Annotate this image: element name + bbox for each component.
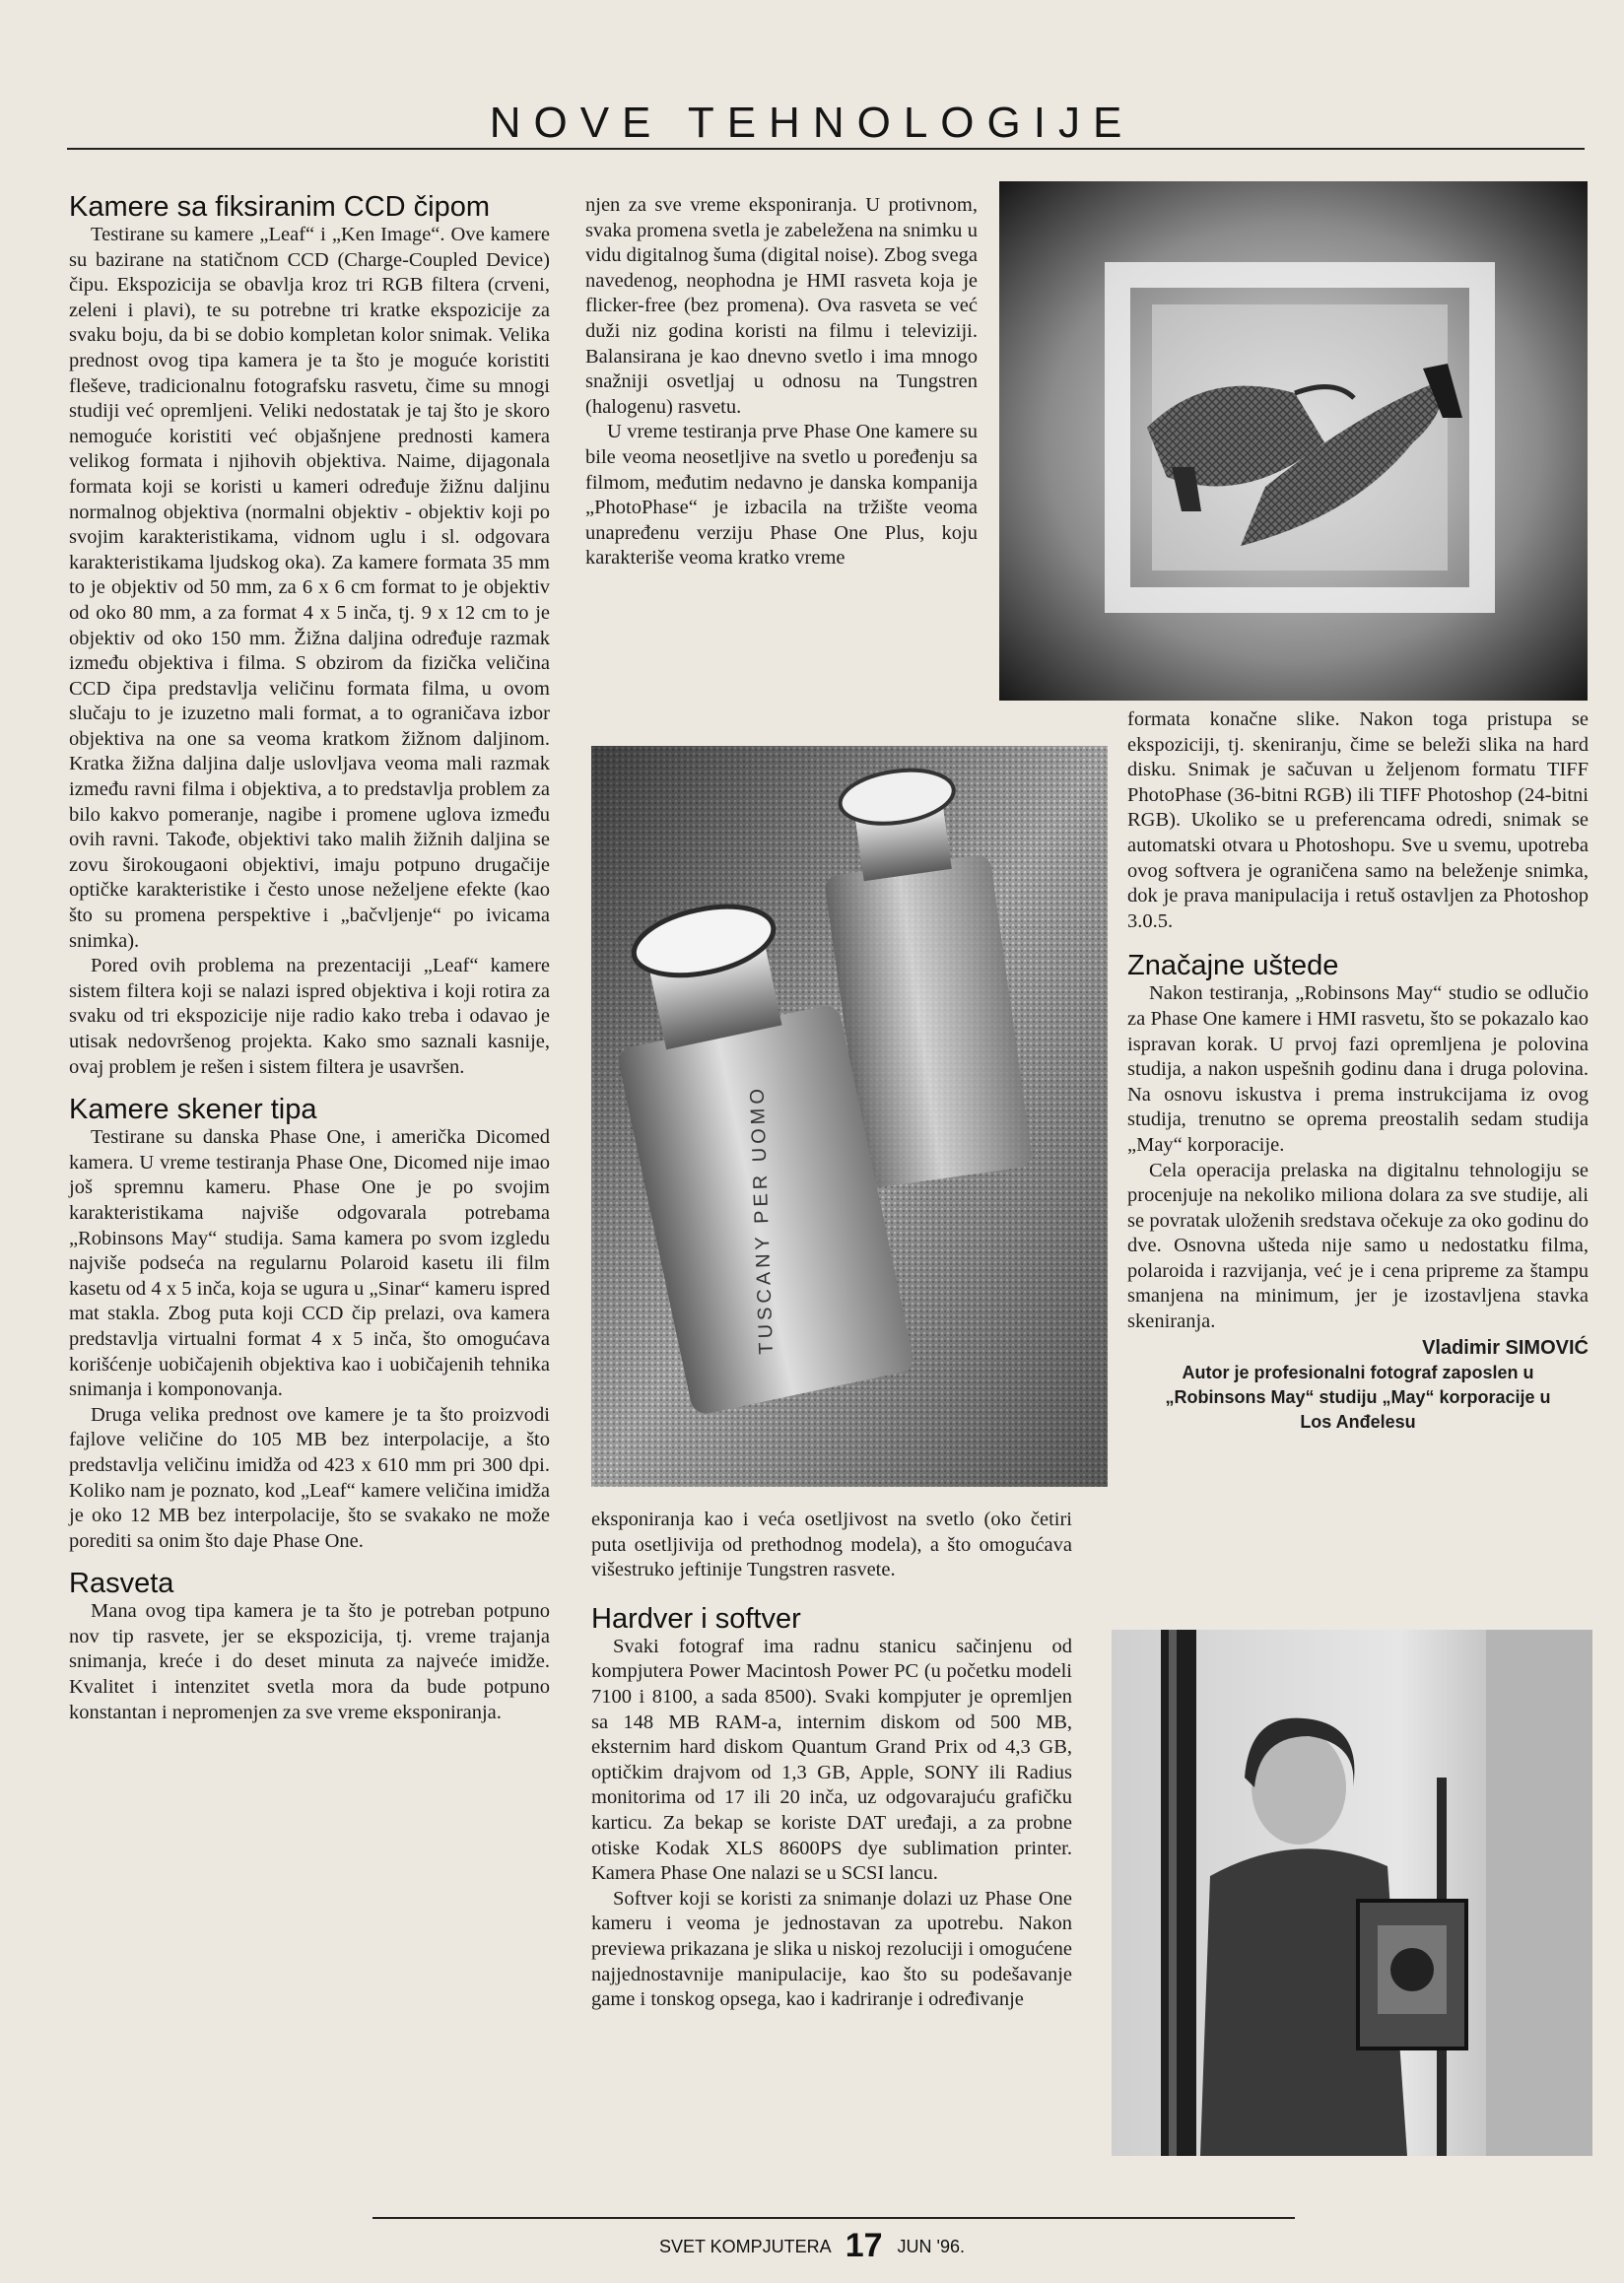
column-3 xyxy=(1127,707,1589,1435)
section-heading-hardware: Hardver i softver xyxy=(591,1602,801,1635)
header-rule xyxy=(67,148,1585,150)
footer-page-number: 17 xyxy=(845,2227,883,2264)
author-bio: Autor je profesionalni fotograf zaposlen u „Robinsons May“ studiju „May“ korporacije u Los Anđelesu xyxy=(1165,1362,1551,1432)
page-header-title: NOVE TEHNOLOGIJE xyxy=(489,99,1135,147)
page-footer xyxy=(0,2227,1624,2265)
section-heading-scanner: Kamere skener tipa xyxy=(69,1094,317,1126)
footer-magazine: SVET KOMPJUTERA xyxy=(658,2237,831,2256)
section-heading-lighting: Rasveta xyxy=(69,1568,174,1600)
author-signature: Vladimir SIMOVIĆ xyxy=(1422,1336,1589,1359)
paragraph: Cela operacija prelaska na digitalnu tehnologiju se procenjuje na nekoliko miliona dolara za sve studije, ali se povratak uloženih sredstava očekuje za oko godinu do dve. Osnovna ušteda nije samo u nedostatku filma, polaroida i razvijanja, već je i cena pripreme za štampu smanjena na minimum, jer je izostavljena stavka skeniranja. xyxy=(1127,1159,1589,1333)
footer-date: JUN '96. xyxy=(897,2237,966,2256)
author-portrait-photo xyxy=(1112,1630,1592,2156)
paragraph: Svaki fotograf ima radnu stanicu sačinjenu od kompjutera Power Macintosh Power PC (u početku modeli 7100 i 8100, a sada 8500). Svaki kompjuter je opremljen sa 148 MB RAM-a, internim diskom od 500 MB, eksternim hard diskom Quantum Grand Prix od 4,3 GB, optičkim drajvom od 1,3 GB, Apple, SONY ili Radius monitorima od 17 ili 20 inča, uz odgovarajuću grafičku karticu. Za bekap se koriste DAT uređaji, a za probne otiske Kodak XLS 8600PS dye sublimation printer. Kamera Phase One nalazi se u SCSI lancu. xyxy=(591,1635,1072,1885)
paragraph: Testirane su danska Phase One, i američka Dicomed kamera. U vreme testiranja Phase One, Dicomed nije imao još spremnu kameru. Phase One je po svojim karakteristikama najviše odgovarala potrebama „Robinsons May“ studija. Sama kamera po svom izgledu najviše podseća na regularnu Polaroid kasetu ili film kasetu od 4 x 5 inča, koja se ugura u „Sinar“ kameru ispred mat stakla. Zbog puta koji CCD čip prelazi, ova kamera predstavlja virtualni format 4 x 5 inča, što omogućava korišćenje uobičajenih objektiva kao i uobičajenih tehnika snimanja i komponovanja. xyxy=(69,1126,550,1401)
section-heading-ccd: Kamere sa fiksiranim CCD čipom xyxy=(69,191,491,223)
paragraph: Testirane su kamere „Leaf“ i „Ken Image“. Ove kamere su bazirane na statičnom CCD (Charge-Coupled Device) čipu. Ekspozicija se obavlja kroz tri RGB filtera (crveni, zeleni i plavi), te su potrebne tri kratke ekspozicije za svaku boju, da bi se dobio kompletan kolor snimak. Velika prednost ovog tipa kamera je ta što je moguće koristiti fleševe, tradicionalnu fotografsku rasvetu, čime su mnogi studiji već opremljeni. Veliki nedostatak je taj što je skoro nemoguće koristiti već objašnjene prednosti kamera velikog formata i njihovih objektiva. Naime, dijagonala formata koji se koristi u kameri određuje žižnu daljinu normalnog objektiva (normalni objektiv - objektiv koji po svojim karakteristikama, vidnom uglu i sl. odgovara karakteristikama ljudskog oka). Za kamere formata 35 mm to je objektiv od 50 mm, za 6 x 6 cm format to je objektiv od oko 80 mm, a za format 4 x 5 inča, tj. 9 x 12 cm to je objektiv od oko 150 mm. Žižna daljina određuje razmak između objektiva i filma. S obzirom da fizička veličina CCD čipa predstavlja veličinu formata filma, u ovom slučaju to je izuzetno mali format, a to ograničava izbor objektiva na one sa veoma kratkom žižnom daljinom. Kratka žižna daljina dalje uslovljava veoma mali razmak između ravni filma i objektiva, a to predstavlja problem za bilo kakvo pomeranje, nagibe i promene uglova između ovih ravni. Takođe, objektivi tako malih žižnih daljina se zovu širokougaoni objektivi, imaju potpuno drugačije optičke karakteristike i često unose neželjene efekte (kao što su promena perspektive i „bačvljenje“ po ivicama snimka). xyxy=(69,224,550,952)
paragraph: Softver koji se koristi za snimanje dolazi uz Phase One kameru i veoma je jednostavan za upotrebu. Nakon previewa prikazana je slika u niskoj rezoluciji i omogućene najjednostavnije manipulacije, kao što su podešavanje game i tonskog opsega, kao i kadriranje i određivanje xyxy=(591,1887,1072,2011)
paragraph: Nakon testiranja, „Robinsons May“ studio se odlučio za Phase One kamere i HMI rasvetu, što se pokazalo kao ispravan korak. U prvoj fazi opremljena je polovina studija, a nakon uspešnih godinu dana i druga polovina. Na osnovu iskustva i prema instrukcijama iz ovog studija, trenutno se oprema preostalih sedam studija „May“ korporacije. xyxy=(1127,982,1589,1156)
paragraph: njen za sve vreme eksponiranja. U protivnom, svaka promena svetla je zabeležena na snimku u vidu digitalnog šuma (digital noise). Zbog svega navedenog, neophodna je HMI rasveta koja je flicker-free (bez promena). Ova rasveta se već duži niz godina koristi na filmu i televiziji. Balansirana je kao dnevno svetlo i ima mnogo snažniji osvetljaj u odnosu na Tungstren (halogenu) rasvetu. xyxy=(585,194,978,418)
perfume-bottles-photo xyxy=(591,746,1108,1487)
shoe-photo xyxy=(999,181,1588,701)
bottle-label-text: TUSCANY PER UOMO xyxy=(746,1084,778,1355)
column-1 xyxy=(69,191,550,1725)
column-2-bottom xyxy=(591,1508,1072,2013)
paragraph: U vreme testiranja prve Phase One kamere su bile veoma neosetljive na svetlo u poređenju sa filmom, međutim nedavno je danska kompanija „PhotoPhase“ je izbacila na tržište veoma unapređenu verziju Phase One Plus, koju karakteriše veoma kratko vreme xyxy=(585,421,978,570)
paragraph: Druga velika prednost ove kamere je ta što proizvodi fajlove veličine do 105 MB bez interpolacije, a što predstavlja veličinu imidža od 423 x 610 mm pri 300 dpi. Koliko nam je poznato, kod „Leaf“ kamere veličina imidža je oko 12 MB bez interpolacije, što se svakako ne može porediti sa onim što daje Phase One. xyxy=(69,1403,550,1552)
section-heading-savings: Značajne uštede xyxy=(1127,950,1339,982)
column-2-top xyxy=(585,193,978,571)
paragraph: eksponiranja kao i veća osetljivost na svetlo (oko četiri puta osetljivija od prethodnog modela), a što omogućava višestruko jeftinije Tungstren rasvete. xyxy=(591,1509,1072,1581)
footer-rule xyxy=(372,2217,1295,2219)
paragraph: Mana ovog tipa kamera je ta što je potreban potpuno nov tip rasvete, jer se ekspozicija, tj. vreme trajanja snimanja, kreće i do deset minuta za najveće imidže. Kvalitet i intenzitet svetla mora da bude potpuno konstantan i nepromenjen za sve vreme eksponiranja. xyxy=(69,1600,550,1723)
paragraph: formata konačne slike. Nakon toga pristupa se ekspoziciji, tj. skeniranju, čime se beleži slika na hard disku. Snimak je sačuvan u željenom formatu TIFF PhotoPhase (36-bitni RGB) ili TIFF Photoshop (24-bitni RGB). Ukoliko se u preferencama odredi, snimak se automatski otvara u Photoshopu. Sve u svemu, upotreba ovog softvera je ograničena samo na beleženje snimka, dok je prava manipulacija i retuš ostavljen za Photoshop 3.0.5. xyxy=(1127,708,1589,932)
paragraph: Pored ovih problema na prezentaciji „Leaf“ kamere sistem filtera koji se nalazi ispred objektiva i koji rotira za svaku od tri ekspozicije nije radio kako treba i odavao je utisak nedovršenog projekta. Kako smo saznali kasnije, ovaj problem je rešen i sistem filtera je usavršen. xyxy=(69,955,550,1078)
